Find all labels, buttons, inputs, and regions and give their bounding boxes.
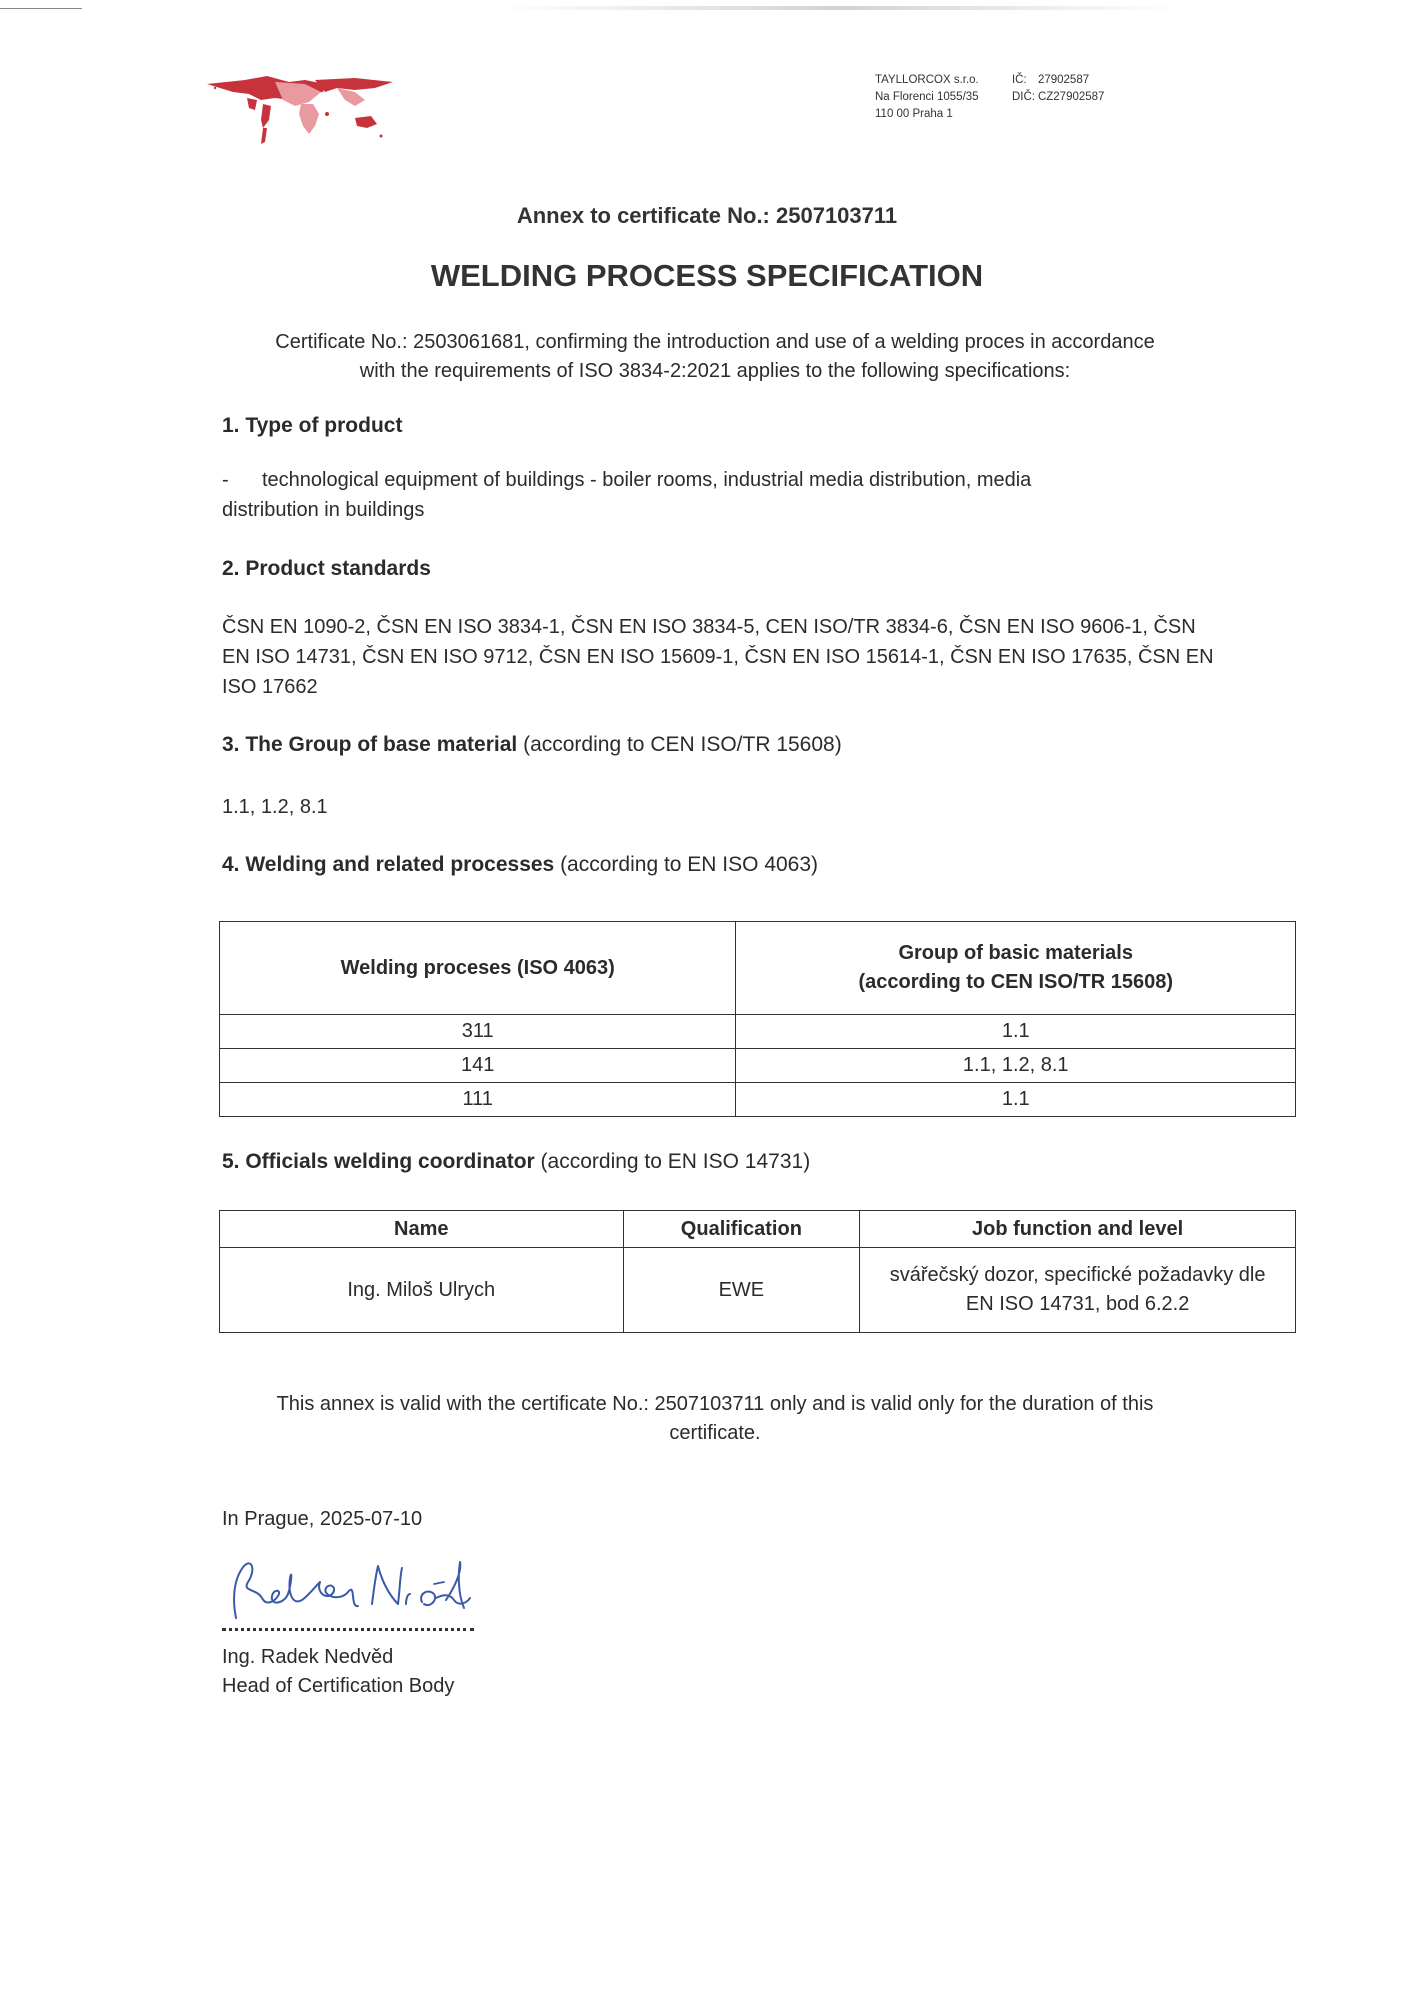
dic-row xyxy=(1012,89,1105,106)
header-job-function: Job function and level xyxy=(860,1211,1296,1248)
bullet-dash: - xyxy=(222,469,229,491)
section-2-body xyxy=(222,612,1214,702)
header-material-group-line-1: Group of basic materials xyxy=(898,942,1133,964)
process-code: 111 xyxy=(220,1083,736,1117)
table-row xyxy=(220,1015,1296,1049)
material-group: 1.1, 1.2, 8.1 xyxy=(736,1049,1296,1083)
intro-paragraph xyxy=(200,328,1230,386)
standards-line-2: EN ISO 14731, ČSN EN ISO 9712, ČSN EN ISO 15609-1, ČSN EN ISO 15614-1, ČSN EN ISO 17635, ČSN EN xyxy=(222,646,1214,668)
main-title: WELDING PROCESS SPECIFICATION xyxy=(430,258,984,293)
scan-edge-line xyxy=(0,8,82,9)
validity-note xyxy=(210,1390,1220,1448)
dic-label: DIČ: xyxy=(1011,91,1035,103)
process-code: 311 xyxy=(220,1015,736,1049)
company-ids xyxy=(1012,72,1105,106)
section-5-title-rest: (according to EN ISO 14731) xyxy=(534,1150,811,1173)
dic-value: CZ27902587 xyxy=(1037,91,1105,103)
section-3-title xyxy=(222,733,842,757)
company-name: TAYLLORCOX s.r.o. xyxy=(875,74,979,86)
signature-line xyxy=(222,1628,474,1631)
section-4-title xyxy=(222,853,818,877)
section-4-title-bold: 4. Welding and related processes xyxy=(222,853,555,876)
process-table-header xyxy=(220,922,1296,1015)
ic-label: IČ: xyxy=(1011,74,1027,86)
material-group: 1.1 xyxy=(736,1083,1296,1117)
section-1-title-text: 1. Type of product xyxy=(222,414,403,437)
ic-value: 27902587 xyxy=(1037,74,1090,86)
coordinator-table xyxy=(219,1210,1296,1333)
standards-line-3: ISO 17662 xyxy=(222,676,318,698)
section-1-text: technological equipment of buildings - boiler rooms, industrial media distribution, media xyxy=(262,469,1032,491)
company-city: 110 00 Praha 1 xyxy=(875,108,953,120)
table-row xyxy=(220,1049,1296,1083)
process-code: 141 xyxy=(220,1049,736,1083)
section-2-title-text: 2. Product standards xyxy=(222,557,431,580)
validity-line-2: certificate. xyxy=(669,1422,761,1444)
intro-line-2: with the requirements of ISO 3834-2:2021 applies to the following specifications: xyxy=(359,360,1071,382)
signer-block xyxy=(222,1643,454,1701)
section-3-text: 1.1, 1.2, 8.1 xyxy=(222,796,328,818)
annex-title: Annex to certificate No.: 2507103711 xyxy=(516,203,898,228)
signer-name: Ing. Radek Nedvěd xyxy=(222,1646,394,1668)
header-welding-processes: Welding proceses (ISO 4063) xyxy=(220,922,736,1015)
table-row xyxy=(220,1083,1296,1117)
scan-shadow xyxy=(500,6,1180,10)
coordinator-job-function xyxy=(860,1248,1296,1333)
coordinator-table-header xyxy=(220,1211,1296,1248)
section-3-title-rest: (according to CEN ISO/TR 15608) xyxy=(517,733,842,756)
section-3-title-bold: 3. The Group of base material xyxy=(222,733,518,756)
section-5-title-bold: 5. Officials welding coordinator xyxy=(222,1150,535,1173)
signer-title: Head of Certification Body xyxy=(222,1675,455,1697)
section-1-line-1 xyxy=(222,465,1031,495)
section-1-line-2: distribution in buildings xyxy=(222,499,425,521)
coordinator-qualification: EWE xyxy=(623,1248,860,1333)
ic-row xyxy=(1012,72,1105,89)
handwritten-signature xyxy=(222,1548,482,1628)
company-street: Na Florenci 1055/35 xyxy=(875,91,979,103)
section-2-title xyxy=(222,557,431,581)
job-function-line-2: EN ISO 14731, bod 6.2.2 xyxy=(965,1293,1190,1315)
intro-line-1: Certificate No.: 2503061681, confirming the introduction and use of a welding proces in accordance xyxy=(275,331,1155,353)
job-function-line-1: svářečský dozor, specifické požadavky dle xyxy=(889,1264,1266,1286)
header-name: Name xyxy=(220,1211,624,1248)
place-and-date: In Prague, 2025-07-10 xyxy=(222,1508,423,1530)
section-1-body xyxy=(222,465,1031,525)
material-group: 1.1 xyxy=(736,1015,1296,1049)
section-5-title xyxy=(222,1150,810,1174)
world-map-logo xyxy=(205,70,395,150)
section-1-title xyxy=(222,414,402,438)
process-table xyxy=(219,921,1296,1117)
company-address xyxy=(875,72,979,123)
validity-line-1: This annex is valid with the certificate No.: 2507103711 only and is valid only for the duration of this xyxy=(276,1393,1154,1415)
table-row xyxy=(220,1248,1296,1333)
standards-line-1: ČSN EN 1090-2, ČSN EN ISO 3834-1, ČSN EN ISO 3834-5, CEN ISO/TR 3834-6, ČSN EN ISO 9606-1, ČSN xyxy=(222,616,1196,638)
header-qualification: Qualification xyxy=(623,1211,860,1248)
header-material-group xyxy=(736,922,1296,1015)
company-address-block xyxy=(875,72,1104,123)
coordinator-name: Ing. Miloš Ulrych xyxy=(220,1248,624,1333)
header-material-group-line-2: (according to CEN ISO/TR 15608) xyxy=(858,971,1173,993)
section-4-title-rest: (according to EN ISO 4063) xyxy=(554,853,819,876)
